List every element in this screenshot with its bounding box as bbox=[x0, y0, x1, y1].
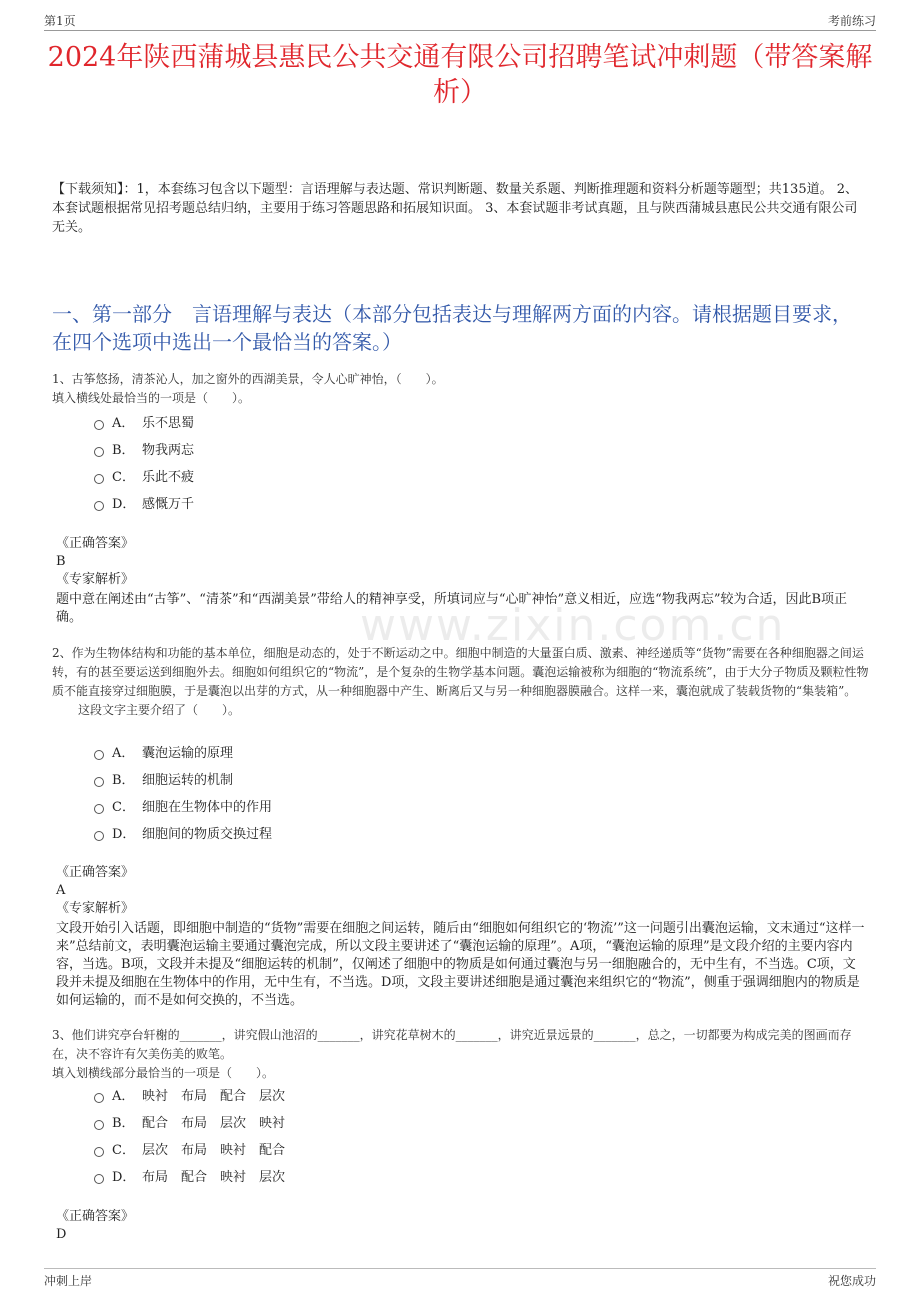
option-a[interactable]: A． 囊泡运输的原理 bbox=[94, 738, 272, 765]
radio-icon[interactable] bbox=[94, 447, 104, 457]
document-title: 2024年陕西蒲城县惠民公共交通有限公司招聘笔试冲刺题（带答案解析） bbox=[47, 42, 873, 108]
header-divider bbox=[44, 30, 876, 31]
answer-block-3 bbox=[56, 1208, 874, 1244]
section-heading: 一、第一部分 言语理解与表达（本部分包括表达与理解两方面的内容。请根据题目要求，在四个选项中选出一个最恰当的答案。） bbox=[52, 302, 852, 354]
radio-icon[interactable] bbox=[94, 1120, 104, 1130]
question-prompt: 填入划横线部分最恰当的一项是（ ）。 bbox=[52, 1066, 275, 1080]
answer-label: 《正确答案》 bbox=[56, 536, 135, 551]
question-3 bbox=[52, 1026, 870, 1083]
question-1 bbox=[52, 370, 870, 408]
footer-left: 冲刺上岸 bbox=[44, 1274, 93, 1288]
question-3-options bbox=[94, 1081, 285, 1189]
radio-icon[interactable] bbox=[94, 1093, 104, 1103]
analysis-text-2: 文段开始引入话题，即细胞中制造的“货物”需要在细胞之间运转，随后由“细胞如何组织它的‘物流’”这一问题引出囊泡运输，文末通过“这样一来”总结前文，表明囊泡运输主要通过囊泡完成，所以文段主要讲述了“囊泡运输的原理”。A项，“囊泡运输的原理”是文段介绍的主要内容内容，当选。B项，文段并未提及“细胞运转的机制”，仅阐述了细胞中的物质是如何通过囊泡与另一细胞融合的，无中生有，不当选。C项，文段并未提及细胞在生物体中的作用，无中生有，不当选。D项，文段主要讲述细胞是通过囊泡来组织它的“物流”，侧重于强调细胞内的物质是如何运输的，而不是如何交换的，不当选。 bbox=[56, 921, 865, 1008]
question-stem: 3、他们讲究亭台轩榭的_______，讲究假山池沼的_______，讲究花草树木的_______，讲究近景远景的_______，总之，一切都要为构成完美的图画而存在，决不容许有欠美伤美的败笔。 bbox=[52, 1028, 852, 1061]
question-stem: 2、作为生物体结构和功能的基本单位，细胞是动态的，处于不断运动之中。细胞中制造的大量蛋白质、激素、神经递质等“货物”需要在各种细胞器之间运转，有的甚至要运送到细胞外去。细胞如何组织它的“物流”，是个复杂的生物学基本问题。囊泡运输被称为细胞的“物流系统”，由于大分子物质及颗粒性物质不能直接穿过细胞膜，于是囊泡以出芽的方式，从一种细胞器中产生、断离后又与另一种细胞器膜融合。这样一来，囊泡就成了装载货物的“集装箱”。 bbox=[52, 646, 869, 698]
answer-value: A bbox=[56, 883, 66, 898]
option-b[interactable]: B． 细胞运转的机制 bbox=[94, 765, 272, 792]
footer-divider bbox=[44, 1268, 876, 1269]
question-2 bbox=[52, 644, 870, 720]
radio-icon[interactable] bbox=[94, 1174, 104, 1184]
question-1-options bbox=[94, 408, 194, 516]
radio-icon[interactable] bbox=[94, 804, 104, 814]
analysis-label: 《专家解析》 bbox=[56, 901, 135, 916]
question-2-options bbox=[94, 738, 272, 846]
analysis-label: 《专家解析》 bbox=[56, 572, 135, 587]
answer-value: D bbox=[56, 1227, 67, 1242]
option-c[interactable]: C． 层次 布局 映衬 配合 bbox=[94, 1135, 285, 1162]
answer-block-1 bbox=[56, 535, 874, 589]
answer-label: 《正确答案》 bbox=[56, 1209, 135, 1224]
question-stem: 1、古筝悠扬，清茶沁人，加之窗外的西湖美景，令人心旷神怡，（ ）。 bbox=[52, 372, 444, 386]
answer-value: B bbox=[56, 554, 66, 569]
radio-icon[interactable] bbox=[94, 750, 104, 760]
option-c[interactable]: C． 乐此不疲 bbox=[94, 462, 194, 489]
option-d[interactable]: D． 感慨万千 bbox=[94, 489, 194, 516]
footer-right: 祝您成功 bbox=[827, 1274, 876, 1288]
answer-block-2 bbox=[56, 864, 874, 918]
option-a[interactable]: A． 映衬 布局 配合 层次 bbox=[94, 1081, 285, 1108]
option-d[interactable]: D． 布局 配合 映衬 层次 bbox=[94, 1162, 285, 1189]
radio-icon[interactable] bbox=[94, 420, 104, 430]
header-tag: 考前练习 bbox=[827, 14, 876, 28]
radio-icon[interactable] bbox=[94, 474, 104, 484]
question-prompt: 填入横线处最恰当的一项是（ ）。 bbox=[52, 391, 251, 405]
option-b[interactable]: B． 配合 布局 层次 映衬 bbox=[94, 1108, 285, 1135]
radio-icon[interactable] bbox=[94, 777, 104, 787]
option-a[interactable]: A． 乐不思蜀 bbox=[94, 408, 194, 435]
radio-icon[interactable] bbox=[94, 831, 104, 841]
radio-icon[interactable] bbox=[94, 1147, 104, 1157]
download-notice: 【下载须知】：1，本套练习包含以下题型：言语理解与表达题、常识判断题、数量关系题、判断推理题和资料分析题等题型；共135道。 2、本套试题根据常见招考题总结归纳，主要用于练习答题思路和拓展知识面。 3、本套试题非考试真题，且与陕西蒲城县惠民公共交通有限公司无关。 bbox=[52, 182, 858, 235]
analysis-text-1: 题中意在阐述由“古筝”、“清茶”和“西湖美景”带给人的精神享受，所填词应与“心旷神怡”意义相近，应选“物我两忘”较为合适，因此B项正确。 bbox=[56, 592, 848, 625]
option-d[interactable]: D． 细胞间的物质交换过程 bbox=[94, 819, 272, 846]
page-number: 第1页 bbox=[44, 14, 76, 28]
option-b[interactable]: B． 物我两忘 bbox=[94, 435, 194, 462]
watermark: www.zixin.com.cn bbox=[360, 600, 786, 651]
radio-icon[interactable] bbox=[94, 501, 104, 511]
option-c[interactable]: C． 细胞在生物体中的作用 bbox=[94, 792, 272, 819]
question-prompt: 这段文字主要介绍了（ ）。 bbox=[78, 703, 241, 717]
answer-label: 《正确答案》 bbox=[56, 865, 135, 880]
